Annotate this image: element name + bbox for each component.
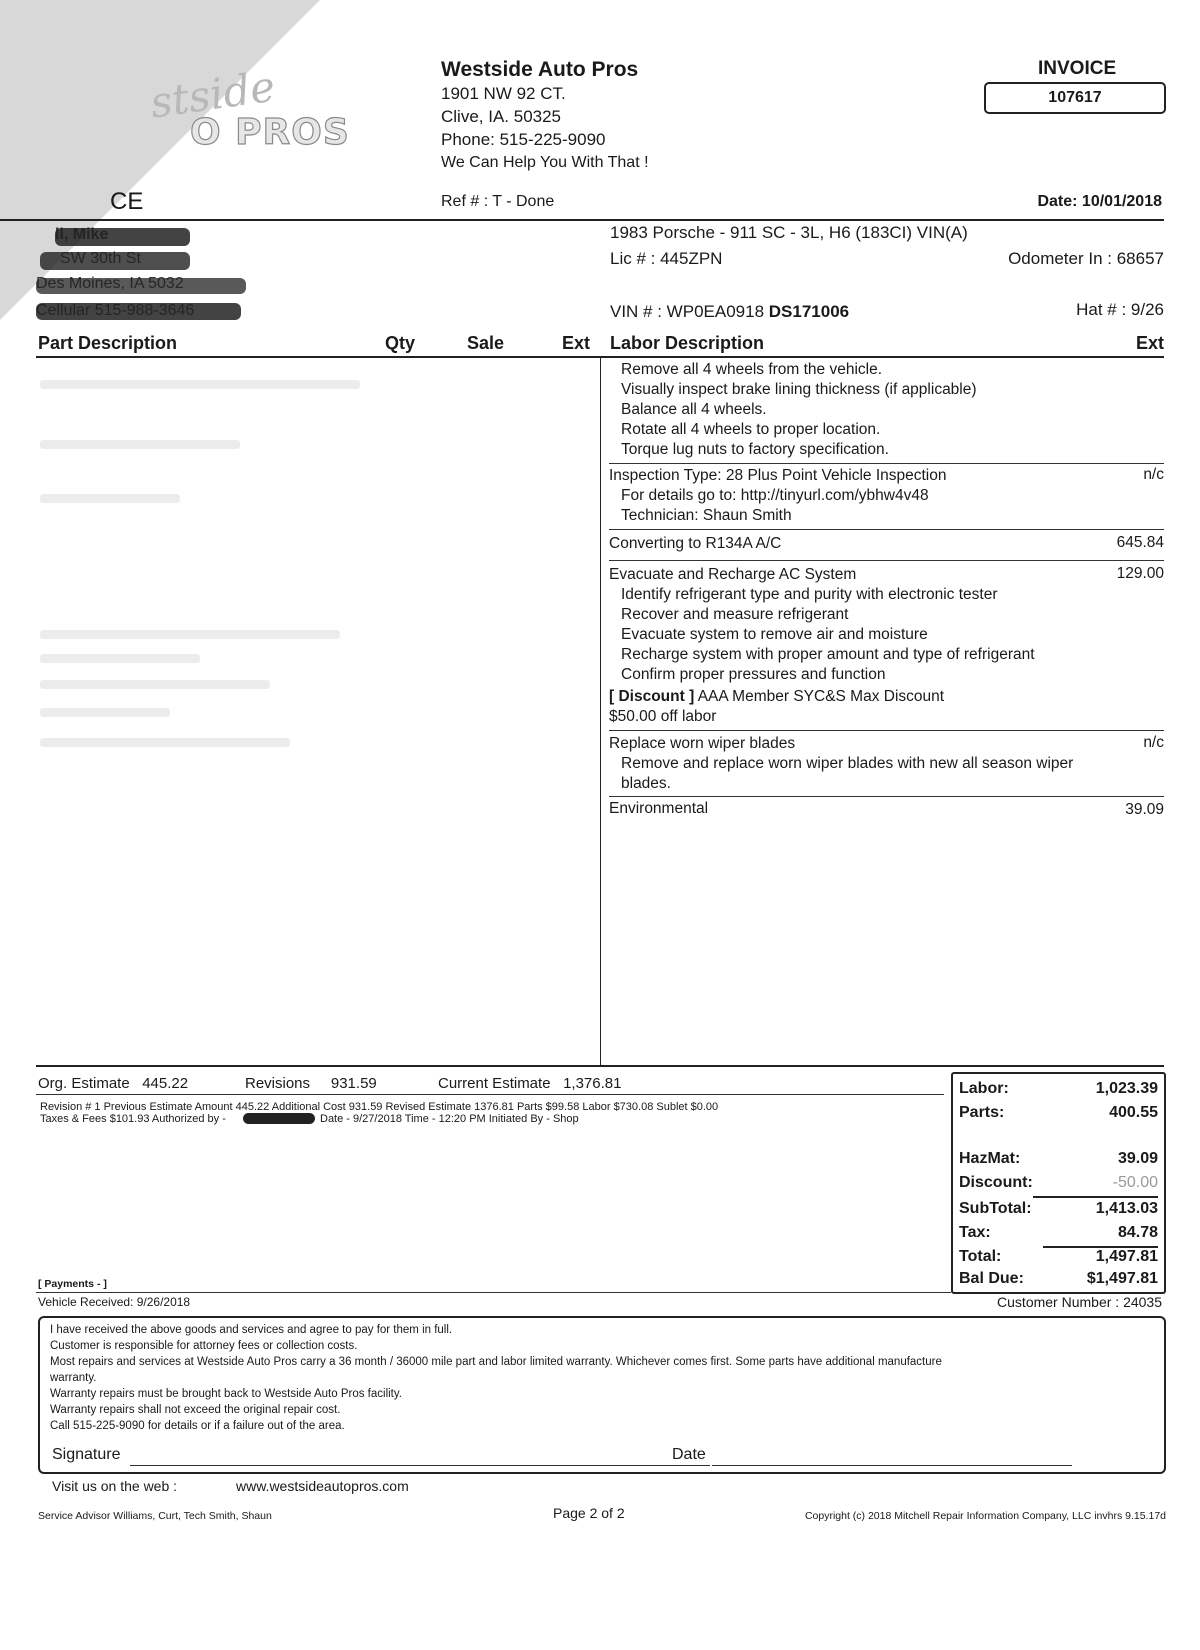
total-hazmat-label: HazMat:	[959, 1150, 1021, 1167]
header-divider	[0, 219, 1164, 221]
totals-box	[951, 1072, 1166, 1294]
terms-line: Warranty repairs shall not exceed the original repair cost.	[50, 1404, 341, 1416]
total-discount-label: Discount:	[959, 1174, 1033, 1191]
terms-line: Customer is responsible for attorney fees or collection costs.	[50, 1340, 358, 1352]
labor-divider	[609, 560, 1164, 561]
total-discount-value: -50.00	[1112, 1174, 1158, 1191]
vin-suffix: DS171006	[768, 302, 850, 321]
payments-divider	[36, 1292, 951, 1293]
labor-rotate-wheels	[609, 360, 1164, 460]
col-part-description: Part Description	[38, 333, 178, 353]
estimate-underline	[36, 1094, 944, 1095]
company-name: Westside Auto Pros	[441, 58, 639, 81]
labor-divider	[609, 796, 1164, 797]
labor-step: Visually inspect brake lining thickness (if applicable)	[621, 381, 977, 398]
total-parts	[959, 1104, 1158, 1122]
faded-part-line	[40, 738, 290, 747]
labor-step: Rotate all 4 wheels to proper location.	[621, 421, 881, 438]
redaction-mark	[36, 278, 246, 294]
invoice-date: Date: 10/01/2018	[1037, 193, 1162, 210]
terms-line: I have received the above goods and services and agree to pay for them in full.	[50, 1324, 453, 1336]
terms-text	[50, 1322, 1150, 1434]
total-subtotal-label: SubTotal:	[959, 1200, 1032, 1217]
redaction-mark	[40, 252, 190, 270]
labor-step: Recover and measure refrigerant	[621, 606, 849, 623]
terms-line: Most repairs and services at Westside Auto Pros carry a 36 month / 36000 mile part and labor limited warranty. Whichever comes first. Some parts have additional manufacture	[50, 1356, 942, 1368]
labor-title: Inspection Type: 28 Plus Point Vehicle Inspection	[609, 467, 947, 484]
signature-line[interactable]	[130, 1465, 710, 1466]
total-subtotal-value: 1,413.03	[1095, 1200, 1158, 1217]
subtotal-rule	[1033, 1196, 1158, 1198]
labor-ac-recharge	[609, 565, 1164, 685]
labor-divider	[609, 463, 1164, 464]
hat-number: Hat # : 9/26	[1076, 300, 1164, 319]
page-number: Page 2 of 2	[553, 1505, 625, 1521]
payments-label: [ Payments - ]	[38, 1278, 107, 1290]
invoice-number: 107617	[984, 82, 1166, 114]
vin-number	[610, 302, 849, 322]
bal-due-value: $1,497.81	[1086, 1270, 1158, 1287]
company-logo-script: stside	[147, 61, 278, 128]
labor-divider	[609, 730, 1164, 731]
faded-part-line	[40, 708, 170, 717]
current-estimate-label: Current Estimate	[438, 1075, 551, 1092]
discount-tag: [ Discount ]	[609, 688, 695, 705]
faded-part-line	[40, 680, 270, 689]
terms-line: Call 515-225-9090 for details or if a failure out of the area.	[50, 1420, 345, 1432]
col-sale: Sale	[467, 333, 505, 353]
labor-step: For details go to: http://tinyurl.com/ybhw4v48	[621, 487, 929, 504]
company-address-line2: Clive, IA. 50325	[441, 107, 562, 126]
org-estimate-value: 445.22	[142, 1075, 189, 1092]
total-hazmat	[959, 1150, 1158, 1168]
total-parts-label: Parts:	[959, 1104, 1005, 1121]
customer-number: Customer Number : 24035	[997, 1294, 1162, 1310]
labor-amount: 39.09	[1125, 801, 1164, 818]
col-qty: Qty	[385, 333, 416, 353]
labor-step: Evacuate system to remove air and moisture	[621, 626, 928, 643]
revision-authorized: Taxes & Fees $101.93 Authorized by -	[40, 1113, 226, 1125]
invoice-title: INVOICE	[1038, 58, 1117, 79]
odometer-in: Odometer In : 68657	[1008, 249, 1164, 268]
labor-amount: 129.00	[1116, 565, 1164, 582]
total-labor	[959, 1080, 1158, 1098]
bal-due-label: Bal Due:	[959, 1270, 1024, 1287]
total-tax-label: Tax:	[959, 1224, 991, 1241]
vehicle-license: Lic # : 445ZPN	[610, 249, 723, 268]
total-bal-due	[959, 1270, 1158, 1288]
revision-date: Date - 9/27/2018 Time - 12:20 PM Initiated By - Shop	[320, 1113, 579, 1125]
labor-title: Converting to R134A A/C	[609, 535, 782, 552]
faded-part-line	[40, 380, 360, 389]
terms-box	[38, 1316, 1166, 1474]
col-labor-ext: Ext	[1135, 333, 1164, 353]
total-total	[959, 1248, 1158, 1266]
labor-step: Balance all 4 wheels.	[621, 401, 767, 418]
labor-divider	[609, 529, 1164, 530]
labor-amount: 645.84	[1116, 534, 1164, 551]
total-total-label: Total:	[959, 1248, 1002, 1265]
current-estimate-value: 1,376.81	[563, 1075, 622, 1092]
labor-title: Replace worn wiper blades	[609, 735, 796, 752]
labor-lines	[609, 360, 1164, 819]
labor-title: Evacuate and Recharge AC System	[609, 566, 857, 583]
total-tax	[959, 1224, 1158, 1242]
total-parts-value: 400.55	[1109, 1104, 1158, 1121]
labor-r134a	[609, 534, 1164, 554]
labor-amount: n/c	[1143, 466, 1164, 483]
vehicle-received: Vehicle Received: 9/26/2018	[38, 1295, 191, 1309]
labor-step: Identify refrigerant type and purity with electronic tester	[621, 586, 998, 603]
faded-part-line	[40, 494, 180, 503]
revisions-value: 931.59	[330, 1075, 377, 1092]
labor-step: Technician: Shaun Smith	[621, 507, 792, 524]
total-total-value: 1,497.81	[1095, 1248, 1158, 1265]
discount-title: AAA Member SYC&S Max Discount	[694, 688, 945, 705]
company-phone: Phone: 515-225-9090	[441, 130, 606, 149]
revision-line: Revision # 1 Previous Estimate Amount 445.22 Additional Cost 931.59 Revised Estimate 1376.81 Parts $99.58 Labor $730.08 Sublet $0.00	[40, 1101, 719, 1113]
col-labor-description: Labor Description	[610, 333, 765, 353]
labor-environmental	[609, 799, 1164, 819]
company-slogan: We Can Help You With That !	[441, 154, 649, 171]
total-discount	[959, 1174, 1158, 1192]
labor-step: Remove all 4 wheels from the vehicle.	[621, 361, 883, 378]
service-advisor: Service Advisor Williams, Curt, Tech Smith, Shaun	[38, 1510, 272, 1522]
parts-labor-separator	[600, 356, 601, 1065]
labor-step: Recharge system with proper amount and type of refrigerant	[621, 646, 1035, 663]
discount-detail: $50.00 off labor	[609, 708, 717, 725]
labor-title: Environmental	[609, 800, 709, 817]
total-tax-value: 84.78	[1117, 1224, 1158, 1241]
signature-label: Signature	[52, 1446, 121, 1463]
company-logo-text: O PROS	[190, 112, 350, 153]
total-labor-label: Labor:	[959, 1080, 1009, 1097]
current-estimate	[438, 1075, 621, 1092]
labor-step: Remove and replace worn wiper blades with new all season wiper	[621, 755, 1074, 772]
labor-step: Torque lug nuts to factory specification.	[621, 441, 889, 458]
revisions	[245, 1075, 377, 1092]
web-label: Visit us on the web :	[52, 1478, 178, 1494]
reference-number: Ref # : T - Done	[441, 193, 555, 210]
copyright: Copyright (c) 2018 Mitchell Repair Information Company, LLC invhrs 9.15.17d	[804, 1510, 1166, 1522]
company-address-line1: 1901 NW 92 CT.	[441, 84, 566, 103]
redaction-mark	[36, 303, 241, 320]
total-labor-value: 1,023.39	[1095, 1080, 1158, 1097]
faded-part-line	[40, 440, 240, 449]
org-estimate	[38, 1075, 188, 1092]
total-hazmat-value: 39.09	[1117, 1150, 1158, 1167]
revisions-label: Revisions	[245, 1075, 311, 1092]
labor-step: Confirm proper pressures and function	[621, 666, 886, 683]
faded-part-line	[40, 654, 200, 663]
labor-wipers	[609, 734, 1164, 794]
date-label: Date	[672, 1446, 706, 1463]
org-estimate-label: Org. Estimate	[38, 1075, 130, 1092]
labor-step: blades.	[621, 775, 671, 792]
invoice-heading: CE	[110, 188, 144, 215]
redaction-mark	[243, 1113, 315, 1124]
estimate-divider	[36, 1065, 1164, 1067]
website-link[interactable]: www.westsideautopros.com	[236, 1478, 409, 1494]
vehicle-description: 1983 Porsche - 911 SC - 3L, H6 (183CI) VIN(A)	[610, 223, 968, 242]
redaction-mark	[55, 228, 190, 246]
col-ext: Ext	[562, 333, 591, 353]
labor-amount: n/c	[1143, 734, 1164, 751]
terms-line: Warranty repairs must be brought back to Westside Auto Pros facility.	[50, 1388, 402, 1400]
folded-page-corner	[0, 0, 320, 320]
faded-part-line	[40, 630, 340, 639]
vin-prefix: VIN # : WP0EA0918	[610, 302, 765, 321]
total-subtotal	[959, 1200, 1158, 1218]
labor-inspection	[609, 466, 1164, 526]
labor-discount	[609, 687, 1164, 727]
signature-date-line[interactable]	[712, 1465, 1072, 1466]
terms-line: warranty.	[50, 1372, 97, 1384]
